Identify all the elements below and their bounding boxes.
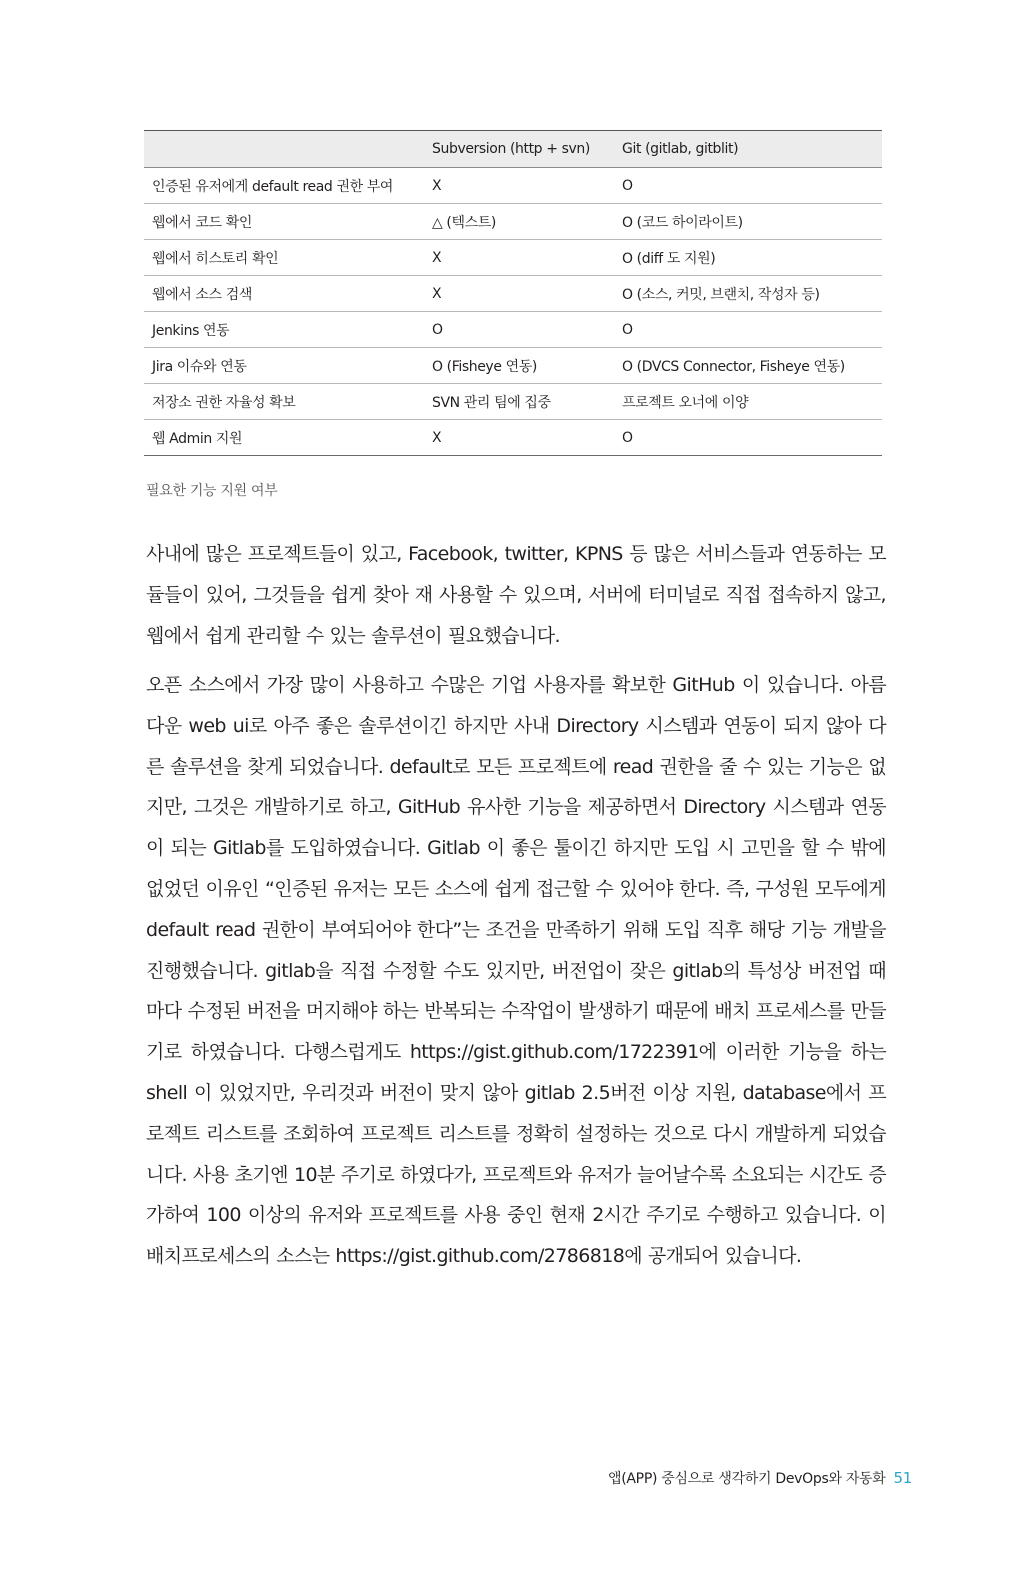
header-svn: Subversion (http + svn) [424,131,614,168]
git-cell: O [614,312,882,348]
header-git: Git (gitlab, gitblit) [614,131,882,168]
feature-cell: 웹에서 코드 확인 [144,204,424,240]
feature-cell: Jenkins 연동 [144,312,424,348]
header-feature [144,131,424,168]
svn-cell: O (Fisheye 연동) [424,348,614,384]
feature-cell: 웹에서 소스 검색 [144,276,424,312]
body-paragraph-2: 오픈 소스에서 가장 많이 사용하고 수많은 기업 사용자를 확보한 GitHub 이 있습니다. 아름다운 web ui로 아주 좋은 솔루션이긴 하지만 사내 Directory 시스템과 연동이 되지 않아 다른 솔루션을 찾게 되었습니다. default로 모든 프로젝트에 read 권한을 줄 수 있는 기능은 없지만, 그것은 개발하기로 하고, GitHub 유사한 기능을 제공하면서 Directory 시스템과 연동이 되는 Gitlab를 도입하였습니다. Gitlab 이 좋은 툴이긴 하지만 도입 시 고민을 할 수 밖에 없었던 이유인 “인증된 유저는 모든 소스에 쉽게 접근할 수 있어야 한다. 즉, 구성원 모두에게 default read 권한이 부여되어야 한다”는 조건을 만족하기 위해 도입 직후 해당 기능 개발을 진행했습니다. gitlab을 직접 수정할 수도 있지만, 버전업이 잦은 gitlab의 특성상 버전업 때마다 수정된 버전을 머지해야 하는 반복되는 수작업이 발생하기 때문에 배치 프로세스를 만들기로 하였습니다. 다행스럽게도 https://gist.github.com/1722391에 이러한 기능을 하는 shell 이 있었지만, 우리것과 버전이 맞지 않아 gitlab 2.5버전 이상 지원, database에서 프로젝트 리스트를 조회하여 프로젝트 리스트를 정확히 설정하는 것으로 다시 개발하게 되었습니다. 사용 초기엔 10분 주기로 하였다가, 프로젝트와 유저가 늘어날수록 소요되는 시간도 증가하여 100 이상의 유저와 프로젝트를 사용 중인 현재 2시간 주기로 수행하고 있습니다. 이 배치프로세스의 소스는 https://gist.github.com/2786818에 공개되어 있습니다. [146,674,886,1268]
git-cell: 프로젝트 오너에 이양 [614,384,882,420]
git-cell: O (DVCS Connector, Fisheye 연동) [614,348,882,384]
table-row [144,384,882,420]
svn-cell: X [424,168,614,204]
page-number: 51 [893,1469,912,1487]
table-row [144,240,882,276]
svn-cell: △ (텍스트) [424,204,614,240]
git-cell: O [614,168,882,204]
feature-cell: 웹에서 히스토리 확인 [144,240,424,276]
svn-cell: SVN 관리 팀에 집중 [424,384,614,420]
running-title: 앱(APP) 중심으로 생각하기 DevOps와 자동화 [608,1471,886,1487]
table-body [144,168,882,456]
svn-cell: X [424,420,614,456]
git-cell: O [614,420,882,456]
git-cell: O (코드 하이라이트) [614,204,882,240]
svn-cell: O [424,312,614,348]
feature-cell: 웹 Admin 지원 [144,420,424,456]
table-caption: 필요한 기능 지원 여부 [146,483,278,499]
page-footer [608,1468,912,1488]
svn-cell: X [424,276,614,312]
feature-support-table [144,130,882,456]
table-row [144,276,882,312]
table-header [144,131,882,168]
svn-cell: X [424,240,614,276]
table-row [144,204,882,240]
git-cell: O (diff 도 지원) [614,240,882,276]
git-cell: O (소스, 커밋, 브랜치, 작성자 등) [614,276,882,312]
table-row [144,168,882,204]
body-paragraph-1: 사내에 많은 프로젝트들이 있고, Facebook, twitter, KPNS 등 많은 서비스들과 연동하는 모듈들이 있어, 그것들을 쉽게 찾아 재 사용할 수 있으며, 서버에 터미널로 직접 접속하지 않고, 웹에서 쉽게 관리할 수 있는 솔루션이 필요했습니다. [146,543,886,647]
table-header-row [144,131,882,168]
feature-cell: 저장소 권한 자율성 확보 [144,384,424,420]
table-row [144,348,882,384]
table-row [144,312,882,348]
feature-cell: 인증된 유저에게 default read 권한 부여 [144,168,424,204]
table-row [144,420,882,456]
feature-cell: Jira 이슈와 연동 [144,348,424,384]
